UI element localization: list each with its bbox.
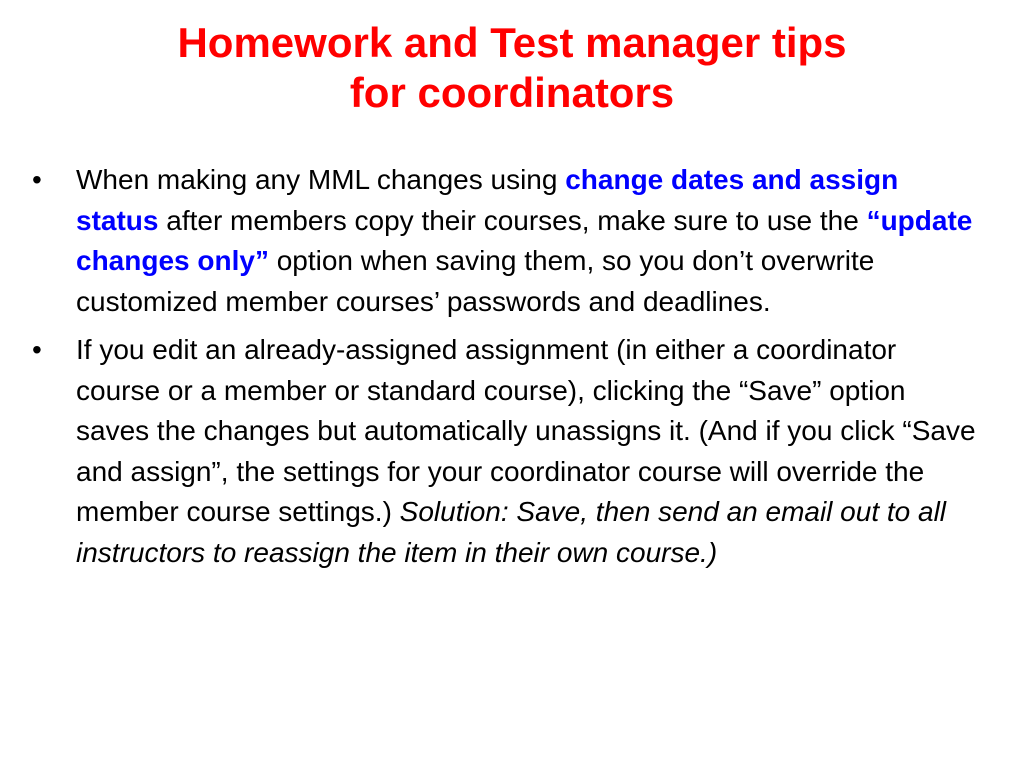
bullet-item-update-changes	[30, 160, 980, 322]
bullet-item-edit-assigned	[30, 330, 980, 573]
bullet-icon: •	[32, 334, 42, 365]
title-line-1: Homework and Test manager tips	[177, 19, 847, 66]
bullet-icon: •	[32, 164, 42, 195]
bullet2-text-1: If you edit an already-assigned assignment (in either a coordinator course or a member or standard course), clicking the “Save” option saves the changes but automatically unassigns it. (And if you click “Save and assign”, the settings for your coordinator course will override the member course settings.)	[76, 334, 976, 527]
slide-title	[60, 18, 964, 118]
bullet1-text-2: after members copy their courses, make sure to use the	[158, 204, 867, 236]
bullet2-solution-italic: Solution: Save, then send an email out to all instructors to reassign the item in their own course.)	[76, 496, 947, 568]
bullet-list	[30, 160, 980, 581]
bullet1-highlight-update-only: “update changes only”	[76, 204, 973, 276]
bullet1-highlight-change-dates: change dates and assign status	[76, 164, 899, 236]
bullet1-text-1: When making any MML changes using	[76, 164, 566, 195]
bullet1-text-3: option when saving them, so you don’t overwrite customized member courses’ passwords and deadlines.	[76, 245, 875, 317]
title-line-2: for coordinators	[349, 69, 675, 116]
